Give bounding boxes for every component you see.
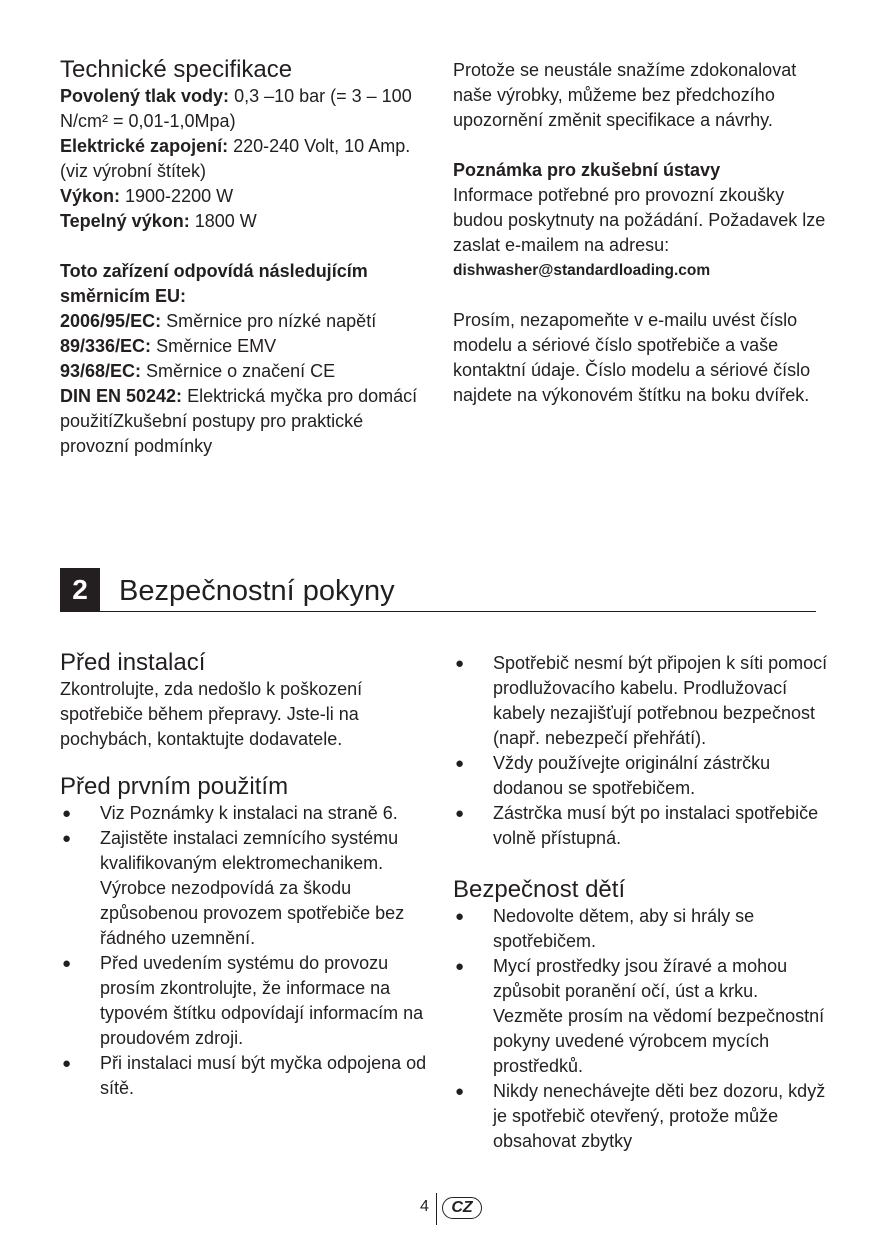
child-safety-list xyxy=(453,904,828,1154)
directive-item: DIN EN 50242: Elektrická myčka pro domácí použitíZkušební postupy pro praktické provozní podmínky xyxy=(60,386,418,456)
first-use-list xyxy=(60,801,432,1101)
child-safety-title: Bezpečnost dětí xyxy=(453,876,626,903)
tech-specs-title: Technické specifikace xyxy=(60,56,293,83)
before-install-title: Před instalací xyxy=(60,649,206,676)
list-item: ● Zástrčka musí být po instalaci spotřebiče volně přístupná. xyxy=(453,801,828,851)
directive-item: 2006/95/EC: Směrnice pro nízké napětí xyxy=(60,311,377,331)
list-item: ● Nikdy nenechávejte děti bez dozoru, když je spotřebič otevřený, protože může obsahovat zbytky xyxy=(453,1079,828,1154)
section-heading xyxy=(60,568,816,612)
notes-column xyxy=(453,55,828,408)
list-item: ● Před uvedením systému do provozu prosím zkontrolujte, že informace na typovém štítku odpovídají informacím na proudovém zdroji. xyxy=(60,951,432,1051)
directive-item: 93/68/EC: Směrnice o značení CE xyxy=(60,361,336,381)
water-pressure: Povolený tlak vody: 0,3 –10 bar (= 3 – 100 N/cm² = 0,01-1,0Mpa) xyxy=(60,86,412,131)
list-item: ● Nedovolte dětem, aby si hrály se spotřebičem. xyxy=(453,904,828,954)
first-use-title: Před prvním použitím xyxy=(60,773,289,800)
power-rating: Výkon: 1900-2200 W xyxy=(60,186,234,206)
test-institutes-title: Poznámka pro zkušební ústavy xyxy=(453,160,721,180)
improvement-notice: Protože se neustále snažíme zdokonalovat naše výrobky, můžeme bez předchozího upozornění změnit specifikace a návrhy. xyxy=(453,60,797,130)
list-item: ● Viz Poznámky k instalaci na straně 6. xyxy=(60,801,432,826)
directive-item: 89/336/EC: Směrnice EMV xyxy=(60,336,277,356)
list-item: ● Zajistěte instalaci zemnícího systému kvalifikovaným elektromechanikem. Výrobce nezodpovídá za škodu způsobenou provozem spotřebiče bez řádného uzemnění. xyxy=(60,826,432,951)
contact-email: dishwasher@standardloading.com xyxy=(453,262,711,279)
footer-divider xyxy=(436,1193,437,1225)
before-install-text: Zkontrolujte, zda nedošlo k poškození spotřebiče během přepravy. Jste-li na pochybách, kontaktujte dodavatele. xyxy=(60,679,363,749)
heat-rating: Tepelný výkon: 1800 W xyxy=(60,211,257,231)
tech-specs-column xyxy=(60,55,430,459)
language-badge: CZ xyxy=(442,1197,482,1219)
page-number: 4 xyxy=(420,1198,429,1215)
power-safety-list xyxy=(453,651,828,851)
electric-connection: Elektrické zapojení: 220-240 Volt, 10 Amp. (viz výrobní štítek) xyxy=(60,136,411,181)
list-item: ● Spotřebič nesmí být připojen k síti pomocí prodlužovacího kabelu. Prodlužovací kabely nezajišťují potřebnou bezpečnost (např. nebezpečí přehřátí). xyxy=(453,651,828,751)
safety-column xyxy=(453,651,828,1154)
list-item: ● Při instalaci musí být myčka odpojena od sítě. xyxy=(60,1051,432,1101)
test-institutes-text: Informace potřebné pro provozní zkoušky budou poskytnuty na požádání. Požadavek lze zaslat e-mailem na adresu: xyxy=(453,185,826,255)
list-item: ● Mycí prostředky jsou žíravé a mohou způsobit poranění očí, úst a krku. Vezměte prosím na vědomí bezpečnostní pokyny uvedené výrobcem mycích prostředků. xyxy=(453,954,828,1079)
install-column xyxy=(60,648,432,1101)
section-title: Bezpečnostní pokyny xyxy=(119,575,395,607)
section-number: 2 xyxy=(60,568,100,611)
list-item: ● Vždy používejte originální zástrčku dodanou se spotřebičem. xyxy=(453,751,828,801)
eu-directives-intro: Toto zařízení odpovídá následujícím směrnicím EU: xyxy=(60,261,368,306)
email-request: Prosím, nezapomeňte v e-mailu uvést číslo modelu a sériové číslo spotřebiče a vaše kontaktní údaje. Číslo modelu a sériové číslo najdete na výkonovém štítku na boku dvířek. xyxy=(453,310,811,405)
